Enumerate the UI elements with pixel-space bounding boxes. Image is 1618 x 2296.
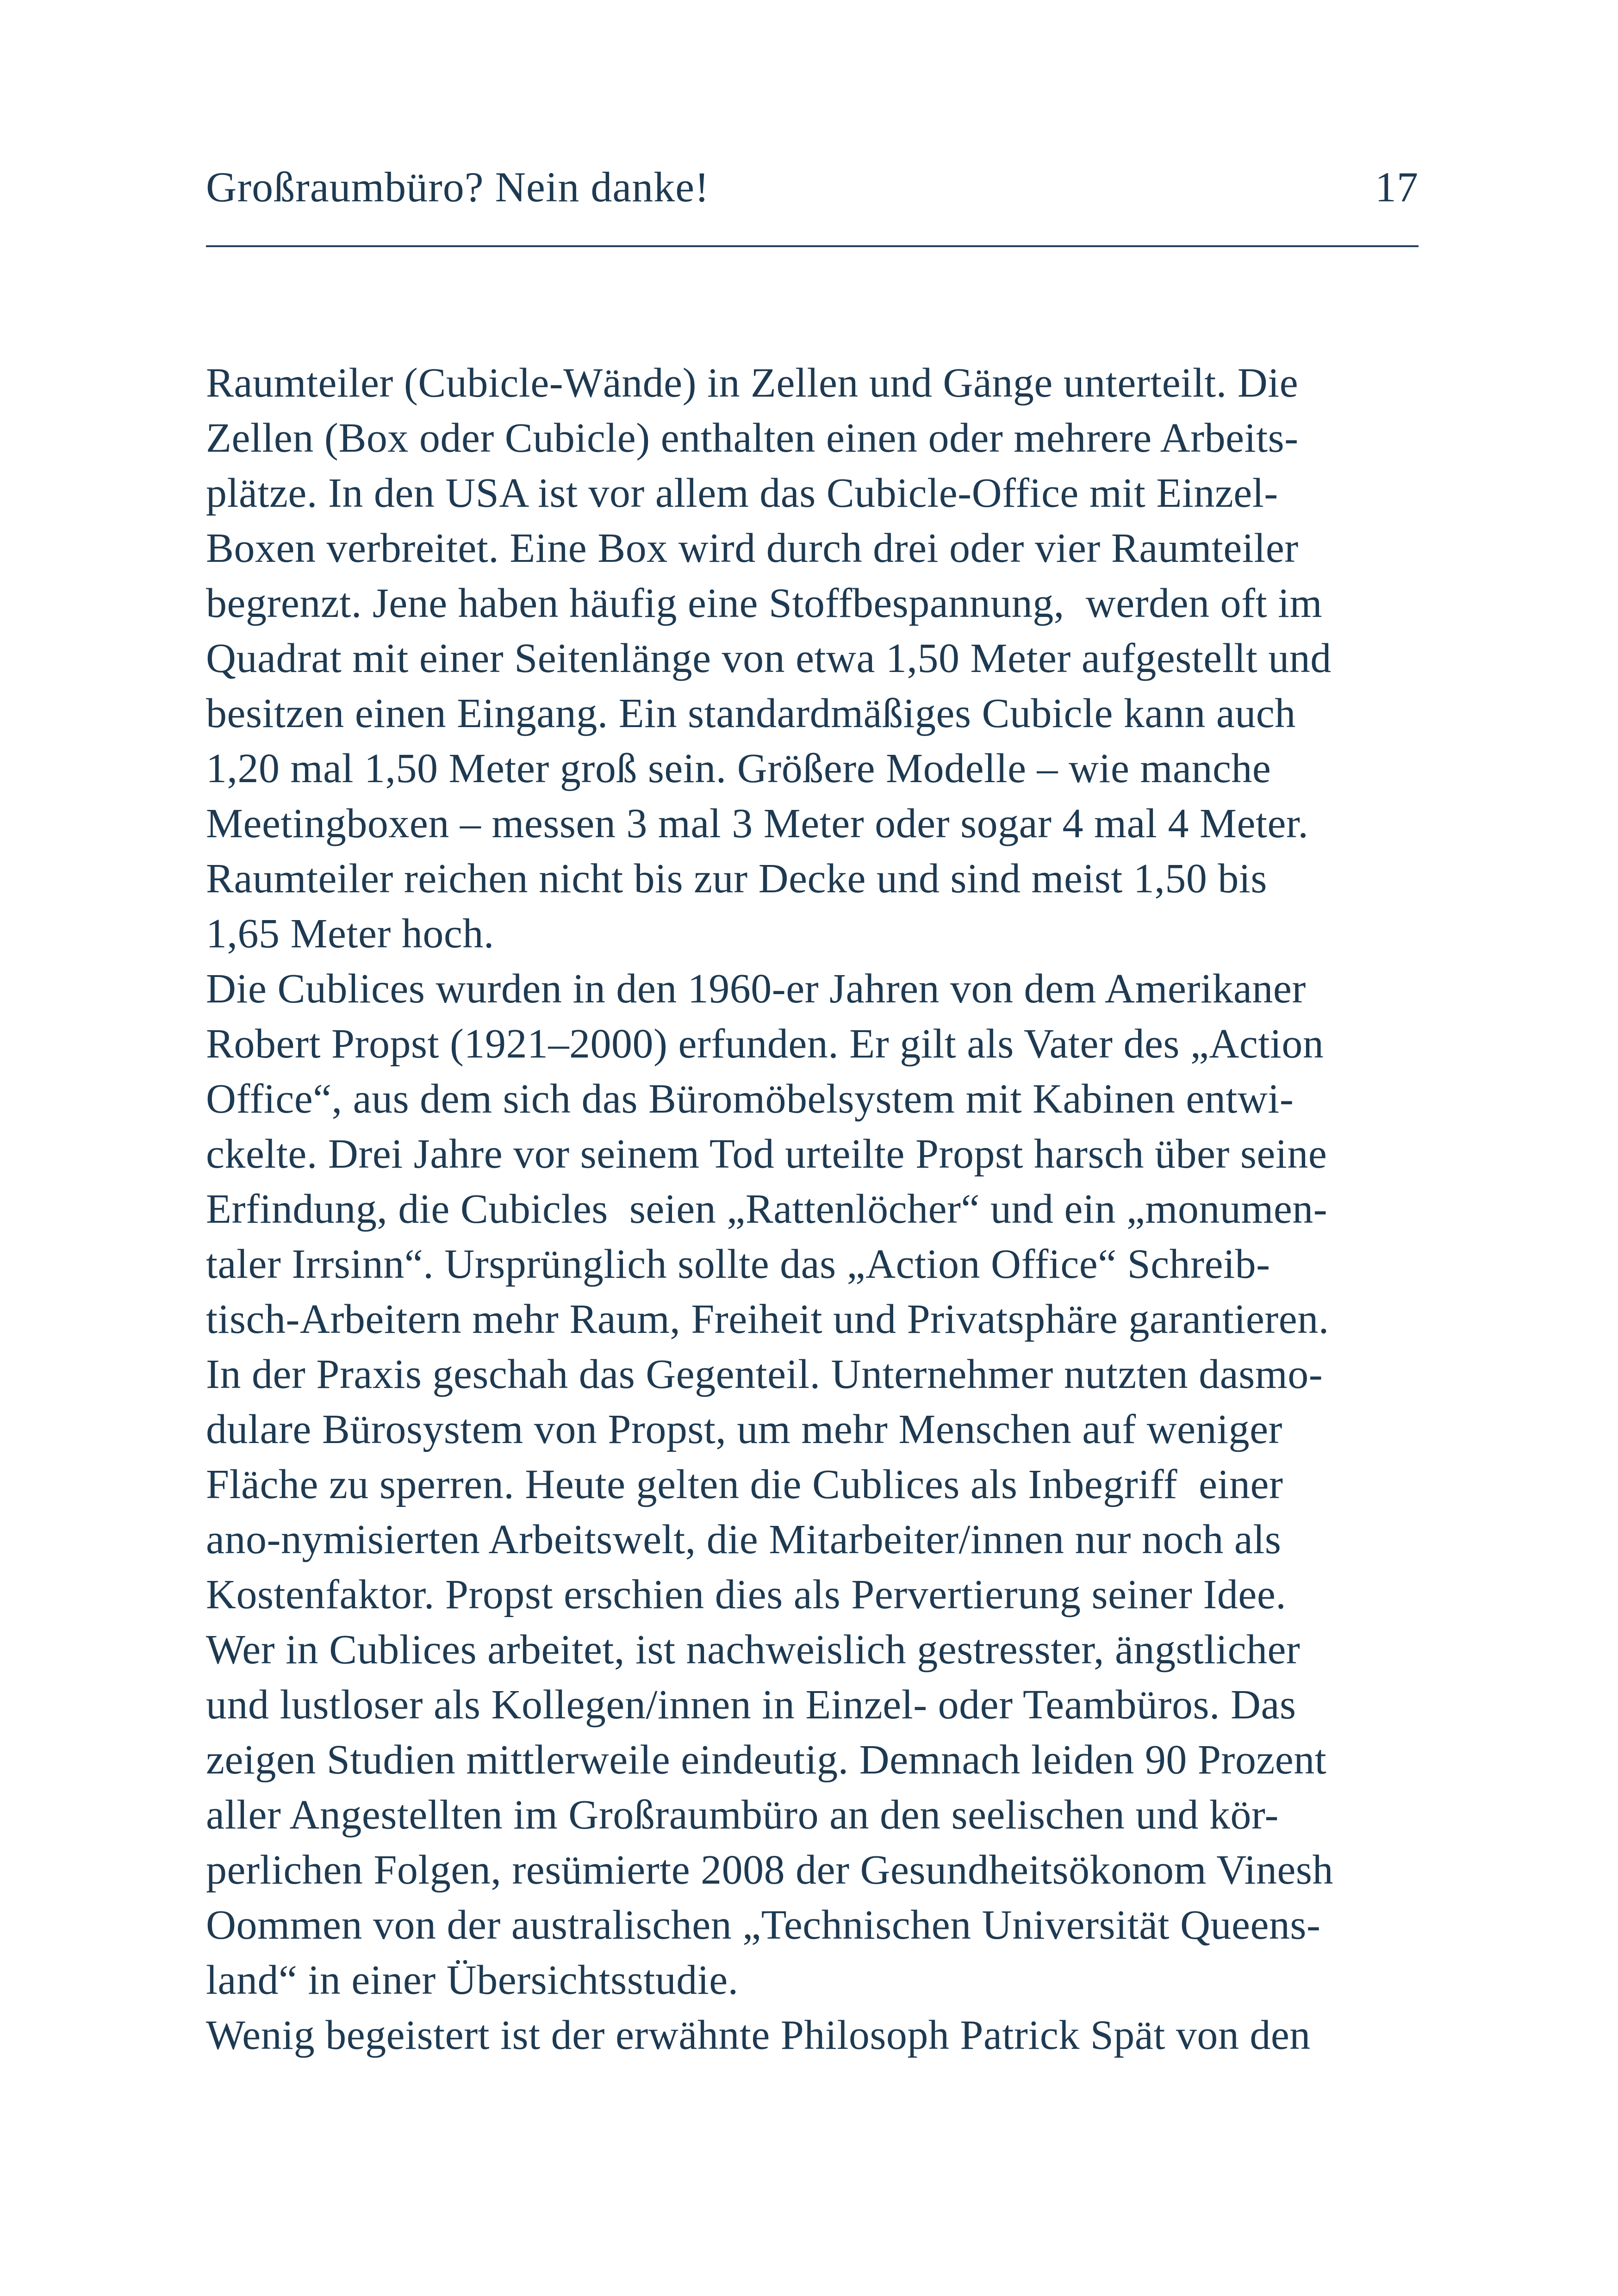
text-line: dulare Bürosystem von Propst, um mehr Menschen auf weniger — [206, 1406, 1283, 1452]
text-line: Office“, aus dem sich das Büromöbelsystem mit Kabinen entwi- — [206, 1076, 1294, 1122]
text-line: Fläche zu sperren. Heute gelten die Cublices als Inbegriff einer — [206, 1461, 1283, 1507]
text-line: Raumteiler reichen nicht bis zur Decke und sind meist 1,50 bis — [206, 855, 1267, 902]
paragraph — [206, 355, 1419, 961]
text-line: besitzen einen Eingang. Ein standardmäßiges Cubicle kann auch — [206, 690, 1296, 736]
paragraph — [206, 2008, 1419, 2063]
text-line: Kostenfaktor. Propst erschien dies als Pervertierung seiner Idee. — [206, 1571, 1287, 1618]
text-line: Wenig begeistert ist der erwähnte Philosoph Patrick Spät von den — [206, 2012, 1311, 2058]
text-line: und lustloser als Kollegen/innen in Einzel- oder Teambüros. Das — [206, 1681, 1296, 1728]
paragraph — [206, 961, 1419, 2008]
text-line: 1,20 mal 1,50 Meter groß sein. Größere Modelle – wie manche — [206, 745, 1271, 791]
text-line: In der Praxis geschah das Gegenteil. Unternehmer nutzten dasmo- — [206, 1351, 1323, 1397]
text-line: perlichen Folgen, resümierte 2008 der Gesundheitsökonom Vinesh — [206, 1847, 1333, 1893]
text-line: Wer in Cublices arbeitet, ist nachweislich gestresster, ängstlicher — [206, 1626, 1301, 1673]
text-line: zeigen Studien mittlerweile eindeutig. Demnach leiden 90 Prozent — [206, 1736, 1327, 1783]
text-line: ckelte. Drei Jahre vor seinem Tod urteilte Propst harsch über seine — [206, 1131, 1327, 1177]
page-header — [206, 163, 1419, 212]
text-line: ano-nymisierten Arbeitswelt, die Mitarbeiter/innen nur noch als — [206, 1516, 1282, 1562]
page-number: 17 — [1375, 163, 1419, 211]
text-line: aller Angestellten im Großraumbüro an den seelischen und kör- — [206, 1792, 1279, 1838]
text-line: Boxen verbreitet. Eine Box wird durch drei oder vier Raumteiler — [206, 525, 1299, 571]
text-line: plätze. In den USA ist vor allem das Cubicle-Office mit Einzel- — [206, 470, 1278, 516]
text-line: Die Cublices wurden in den 1960-er Jahren von dem Amerikaner — [206, 965, 1306, 1012]
body-text — [206, 355, 1419, 2063]
text-line: tisch-Arbeitern mehr Raum, Freiheit und Privatsphäre garantieren. — [206, 1296, 1329, 1342]
text-line: Quadrat mit einer Seitenlänge von etwa 1,50 Meter aufgestellt und — [206, 635, 1332, 681]
text-line: taler Irrsinn“. Ursprünglich sollte das „Action Office“ Schreib- — [206, 1241, 1270, 1287]
text-line: Robert Propst (1921–2000) erfunden. Er gilt als Vater des „Action — [206, 1020, 1324, 1067]
text-line: Oommen von der australischen „Technischen Universität Queens- — [206, 1902, 1321, 1948]
running-header-title: Großraumbüro? Nein danke! — [206, 163, 709, 211]
text-line: 1,65 Meter hoch. — [206, 910, 494, 957]
text-line: land“ in einer Übersichtsstudie. — [206, 1957, 739, 2003]
header-rule — [206, 245, 1419, 247]
text-line: Meetingboxen – messen 3 mal 3 Meter oder sogar 4 mal 4 Meter. — [206, 800, 1309, 846]
text-line: Erfindung, die Cubicles seien „Rattenlöcher“ und ein „monumen- — [206, 1186, 1328, 1232]
text-line: Zellen (Box oder Cubicle) enthalten einen oder mehrere Arbeits- — [206, 415, 1299, 461]
text-line: begrenzt. Jene haben häufig eine Stoffbespannung, werden oft im — [206, 580, 1323, 626]
text-line: Raumteiler (Cubicle-Wände) in Zellen und Gänge unterteilt. Die — [206, 360, 1299, 406]
